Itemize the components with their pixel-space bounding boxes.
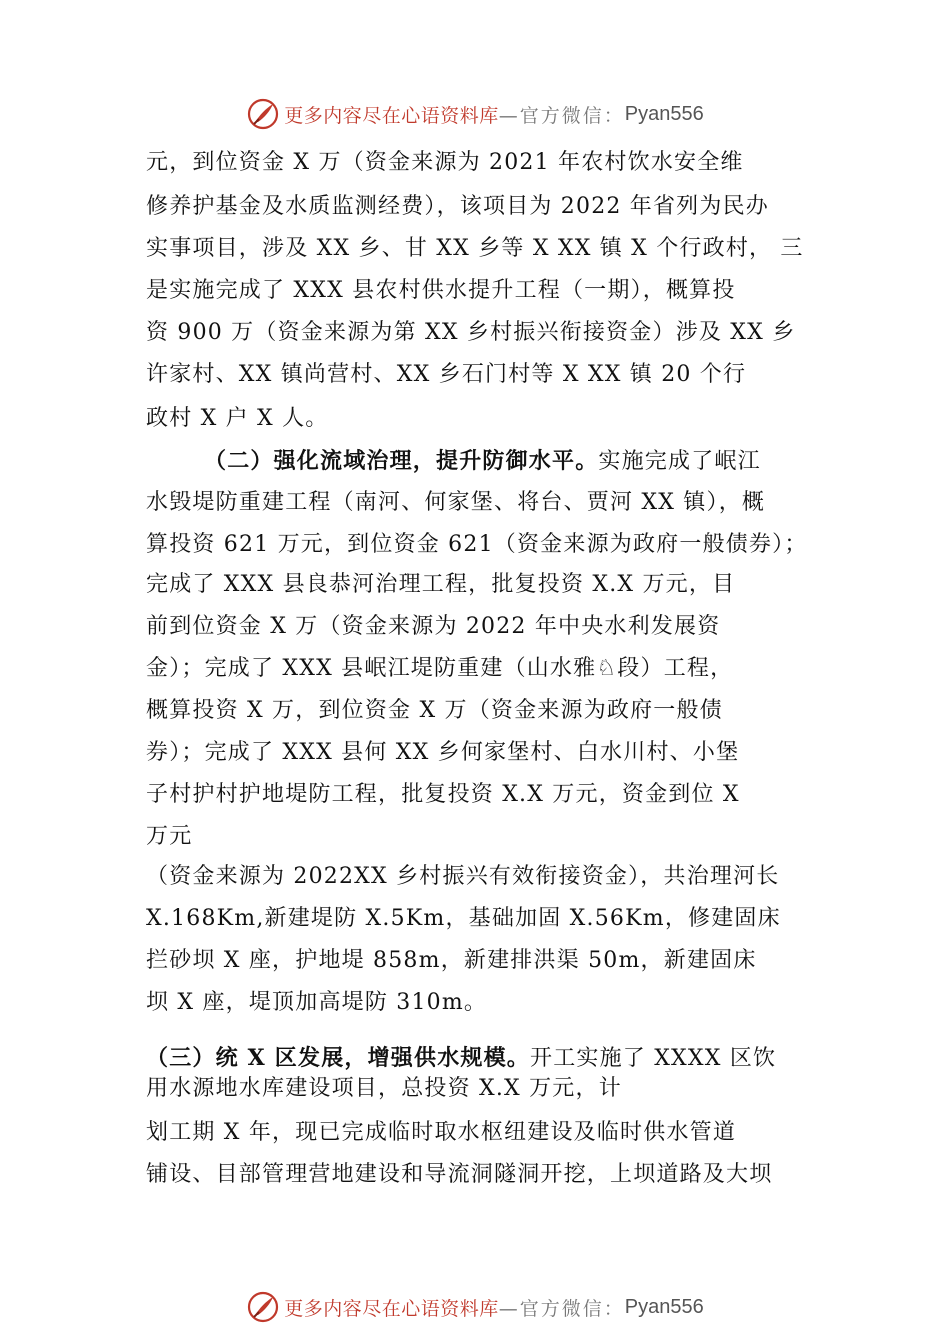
footer-watermark (0, 1287, 950, 1327)
brand-separator: —官方微信： (498, 1297, 625, 1320)
brand-separator: —官方微信： (498, 104, 625, 127)
text-line: 铺设、目部管理营地建设和导流洞隧洞开挖，上坝道路及大坝 (146, 1162, 773, 1187)
text-line: 用水源地水库建设项目，总投资 X.X 万元，计 (146, 1076, 622, 1101)
text-line: 子村护村护地堤防工程，批复投资 X.X 万元，资金到位 X (146, 782, 740, 807)
text-line: 前到位资金 X 万（资金来源为 2022 年中央水利发展资 (146, 614, 721, 639)
text-line: 拦砂坝 X 座，护地堤 858m，新建排洪渠 50m，新建固床 (146, 948, 757, 973)
text-line: 券）；完成了 XXX 县何 XX 乡何家堡村、白水川村、小堡 (146, 740, 740, 765)
text-line: 政村 X 户 X 人。 (146, 406, 329, 431)
text-line: 金）；完成了 XXX 县岷江堤防重建（山水雅♘段）工程， (146, 656, 734, 681)
wechat-id: Pyan556 (624, 102, 704, 125)
text-line: 实事项目，涉及 XX 乡、甘 XX 乡等 X XX 镇 X 个行政村， 三 (146, 236, 804, 261)
text-line: 是实施完成了 XXX 县农村供水提升工程（一期），概算投 (146, 278, 736, 303)
text-line: 划工期 X 年，现已完成临时取水枢纽建设及临时供水管道 (146, 1120, 737, 1145)
brand-name: 更多内容尽在心语资料库 (284, 1297, 499, 1320)
quill-logo-icon (246, 97, 280, 131)
text-line: 万元 (146, 824, 193, 849)
section-heading-2: （二）强化流域治理，提升防御水平。 (204, 448, 599, 474)
text-line: 许家村、XX 镇尚营村、XX 乡石门村等 X XX 镇 20 个行 (146, 362, 747, 387)
brand-name: 更多内容尽在心语资料库 (284, 104, 499, 127)
paragraph-first-line (204, 446, 761, 476)
text-line: 资 900 万（资金来源为第 XX 乡村振兴衔接资金）涉及 XX 乡 (146, 320, 796, 345)
text-line: 水毁堤防重建工程（南河、何家堡、将台、贾河 XX 镇），概 (146, 490, 766, 515)
text-line: 概算投资 X 万，到位资金 X 万（资金来源为政府一般债 (146, 698, 723, 723)
paragraph-first-line (146, 1043, 776, 1073)
text-line: 完成了 XXX 县良恭河治理工程，批复投资 X.X 万元，目 (146, 572, 736, 597)
text-line: 算投资 621 万元，到位资金 621（资金来源为政府一般债券）； (146, 532, 808, 557)
quill-logo-icon (246, 1290, 280, 1324)
section-heading-3: （三）统 X 区发展，增强供水规模。 (146, 1045, 530, 1071)
wechat-id: Pyan556 (624, 1295, 704, 1318)
text-line: 元，到位资金 X 万（资金来源为 2021 年农村饮水安全维 (146, 150, 744, 175)
text-line: 修养护基金及水质监测经费），该项目为 2022 年省列为民办 (146, 194, 769, 219)
text-line: 坝 X 座，堤顶加高堤防 310m。 (146, 990, 488, 1015)
header-watermark (0, 94, 950, 134)
text-line: 开工实施了 XXXX 区饮 (530, 1046, 777, 1071)
text-line: X.168Km,新建堤防 X.5Km，基础加固 X.56Km，修建固床 (146, 906, 781, 931)
text-line: 实施完成了岷江 (598, 449, 761, 474)
text-line: （资金来源为 2022XX 乡村振兴有效衔接资金），共治理河长 (146, 864, 780, 889)
